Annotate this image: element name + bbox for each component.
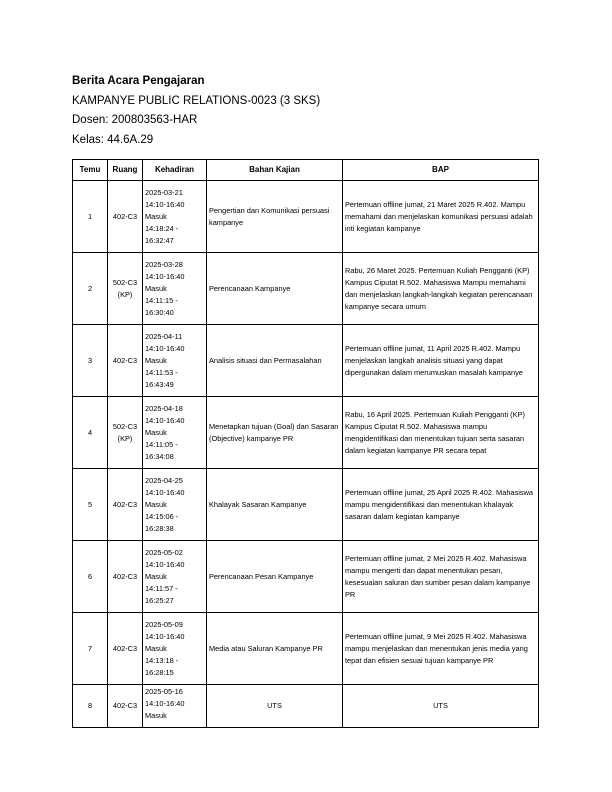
attendance-in: 14:18:24 - xyxy=(145,223,179,233)
attendance-masuk: Masuk xyxy=(145,643,167,653)
attendance-time: 14:10-16:40 xyxy=(145,199,185,209)
document-header xyxy=(72,72,320,150)
bap-cell: Rabu, 26 Maret 2025. Pertemuan Kuliah Pengganti (KP) Kampus Ciputat R.502. Mahasiswa Mampu memahami dan menjelaskan langkah-langkah kegiatan perencanaan kampanye secara umum xyxy=(343,253,539,325)
attendance-masuk: Masuk xyxy=(145,355,167,365)
attendance-date: 2025-05-16 xyxy=(145,687,183,696)
bap-cell: Rabu, 16 April 2025. Pertemuan Kuliah Pengganti (KP) Kampus Ciputat R.502. Mahasiswa mampu mengidentifikasi dan menentukan tujuan serta sasaran dalam kegiatan kampanye PR secara tepat xyxy=(343,397,539,469)
bap-cell: Pertemuan offline jumat, 9 Mei 2025 R.402. Mahasiswa mampu menjelaskan dan menentukan jenis media yang tepat dan efisien sesuai tujuan kampanye PR xyxy=(343,613,539,685)
temu-cell: 8 xyxy=(73,685,108,728)
ruang-cell: 402-C3 xyxy=(108,541,143,613)
attendance-masuk: Masuk xyxy=(145,711,167,720)
attendance-in: 14:11:57 - xyxy=(145,583,178,593)
bahan-kajian-cell: Khalayak Sasaran Kampanye xyxy=(207,469,343,541)
attendance-time: 14:10-16:40 xyxy=(145,559,185,569)
col-header-kehadiran: Kehadiran xyxy=(143,160,207,181)
ruang-cell: 402-C3 xyxy=(108,181,143,253)
bap-cell: Pertemuan offline jumat, 25 April 2025 R.402. Mahasiswa mampu mengidentifikasi dan menentukan khalayak sasaran dalam kegiatan kampanye xyxy=(343,469,539,541)
attendance-date: 2025-05-09 xyxy=(145,619,183,629)
bahan-kajian-cell: Analisis situasi dan Permasalahan xyxy=(207,325,343,397)
table-header-row xyxy=(73,160,539,181)
bap-table xyxy=(72,159,539,728)
ruang-cell: 402-C3 xyxy=(108,469,143,541)
kehadiran-cell xyxy=(143,469,207,541)
col-header-bahan-kajian: Bahan Kajian xyxy=(207,160,343,181)
attendance-in: 14:11:15 - xyxy=(145,295,178,305)
bahan-kajian-cell: Perencanaan Kampanye xyxy=(207,253,343,325)
table-row xyxy=(73,181,539,253)
attendance-time: 14:10-16:40 xyxy=(145,415,185,425)
temu-cell: 6 xyxy=(73,541,108,613)
table-row xyxy=(73,685,539,728)
attendance-in: 14:11:05 - xyxy=(145,439,178,449)
bahan-kajian-cell: UTS xyxy=(207,685,343,728)
attendance-time: 14:10-16:40 xyxy=(145,343,185,353)
attendance-in: 14:13:18 - xyxy=(145,655,179,665)
table-row xyxy=(73,613,539,685)
attendance-masuk: Masuk xyxy=(145,211,167,221)
bap-cell: Pertemuan offline jumat, 21 Maret 2025 R.402. Mampu memahami dan menjelaskan komunikasi persuasi adalah inti kegiatan kampanye xyxy=(343,181,539,253)
bap-cell: UTS xyxy=(343,685,539,728)
attendance-out: 16:28:38 xyxy=(145,523,174,533)
bahan-kajian-cell: Pengertian dan Komunikasi persuasi kampanye xyxy=(207,181,343,253)
attendance-date: 2025-03-28 xyxy=(145,259,183,269)
temu-cell: 4 xyxy=(73,397,108,469)
attendance-date: 2025-03-21 xyxy=(145,187,183,197)
attendance-date: 2025-05-02 xyxy=(145,547,183,557)
attendance-date: 2025-04-11 xyxy=(145,331,183,341)
attendance-out: 16:25:27 xyxy=(145,595,174,605)
kehadiran-cell xyxy=(143,613,207,685)
attendance-time: 14:10-16:40 xyxy=(145,487,185,497)
attendance-in: 14:11:53 - xyxy=(145,367,178,377)
attendance-out: 16:34:08 xyxy=(145,451,174,461)
attendance-masuk: Masuk xyxy=(145,571,167,581)
attendance-masuk: Masuk xyxy=(145,283,167,293)
temu-cell: 7 xyxy=(73,613,108,685)
attendance-out: 16:32:47 xyxy=(145,235,174,245)
temu-cell: 5 xyxy=(73,469,108,541)
attendance-in: 14:15:06 - xyxy=(145,511,179,521)
document-title: Berita Acara Pengajaran xyxy=(72,75,205,87)
ruang-cell: 402-C3 xyxy=(108,685,143,728)
temu-cell: 1 xyxy=(73,181,108,253)
table-row xyxy=(73,469,539,541)
bahan-kajian-cell: Media atau Saluran Kampanye PR xyxy=(207,613,343,685)
kehadiran-cell xyxy=(143,253,207,325)
temu-cell: 2 xyxy=(73,253,108,325)
attendance-out: 16:28:15 xyxy=(145,667,174,677)
attendance-masuk: Masuk xyxy=(145,427,167,437)
kehadiran-cell xyxy=(143,685,207,728)
table-row xyxy=(73,397,539,469)
bahan-kajian-cell: Perencanaan Pesan Kampanye xyxy=(207,541,343,613)
course-name: KAMPANYE PUBLIC RELATIONS-0023 (3 SKS) xyxy=(72,94,321,107)
temu-cell: 3 xyxy=(73,325,108,397)
ruang-cell: 402-C3 xyxy=(108,613,143,685)
table-row xyxy=(73,253,539,325)
bap-cell: Pertemuan offline jumat, 2 Mei 2025 R.402. Mahasiswa mampu mengerti dan dapat menentukan pesan, kesesuaian saluran dan sumber pesan dalam kampanye PR xyxy=(343,541,539,613)
col-header-temu: Temu xyxy=(73,160,108,181)
kehadiran-cell xyxy=(143,397,207,469)
ruang-cell: 402-C3 xyxy=(108,325,143,397)
attendance-out: 16:30:40 xyxy=(145,307,174,317)
attendance-masuk: Masuk xyxy=(145,499,167,509)
col-header-bap: BAP xyxy=(343,160,539,181)
bap-cell: Pertemuan offline jumat, 11 April 2025 R.402. Mampu menjelaskan langkah analisis situasi yang dapat dipergunakan dalam merumuskan masalah kampanye xyxy=(343,325,539,397)
ruang-cell: 502-C3 (KP) xyxy=(108,397,143,469)
table-row xyxy=(73,325,539,397)
attendance-time: 14:10-16:40 xyxy=(145,699,185,708)
kehadiran-cell xyxy=(143,181,207,253)
col-header-ruang: Ruang xyxy=(108,160,143,181)
table-row xyxy=(73,541,539,613)
attendance-out: 16:43:49 xyxy=(145,379,174,389)
attendance-time: 14:10-16:40 xyxy=(145,271,185,281)
attendance-date: 2025-04-18 xyxy=(145,403,183,413)
attendance-date: 2025-04-25 xyxy=(145,475,183,485)
lecturer-id: Dosen: 200803563-HAR xyxy=(72,114,198,127)
bahan-kajian-cell: Menetapkan tujuan (Goal) dan Sasaran (Objective) kampanye PR xyxy=(207,397,343,469)
class-name: Kelas: 44.6A.29 xyxy=(72,133,154,146)
ruang-cell: 502-C3 (KP) xyxy=(108,253,143,325)
kehadiran-cell xyxy=(143,541,207,613)
attendance-time: 14:10-16:40 xyxy=(145,631,185,641)
kehadiran-cell xyxy=(143,325,207,397)
